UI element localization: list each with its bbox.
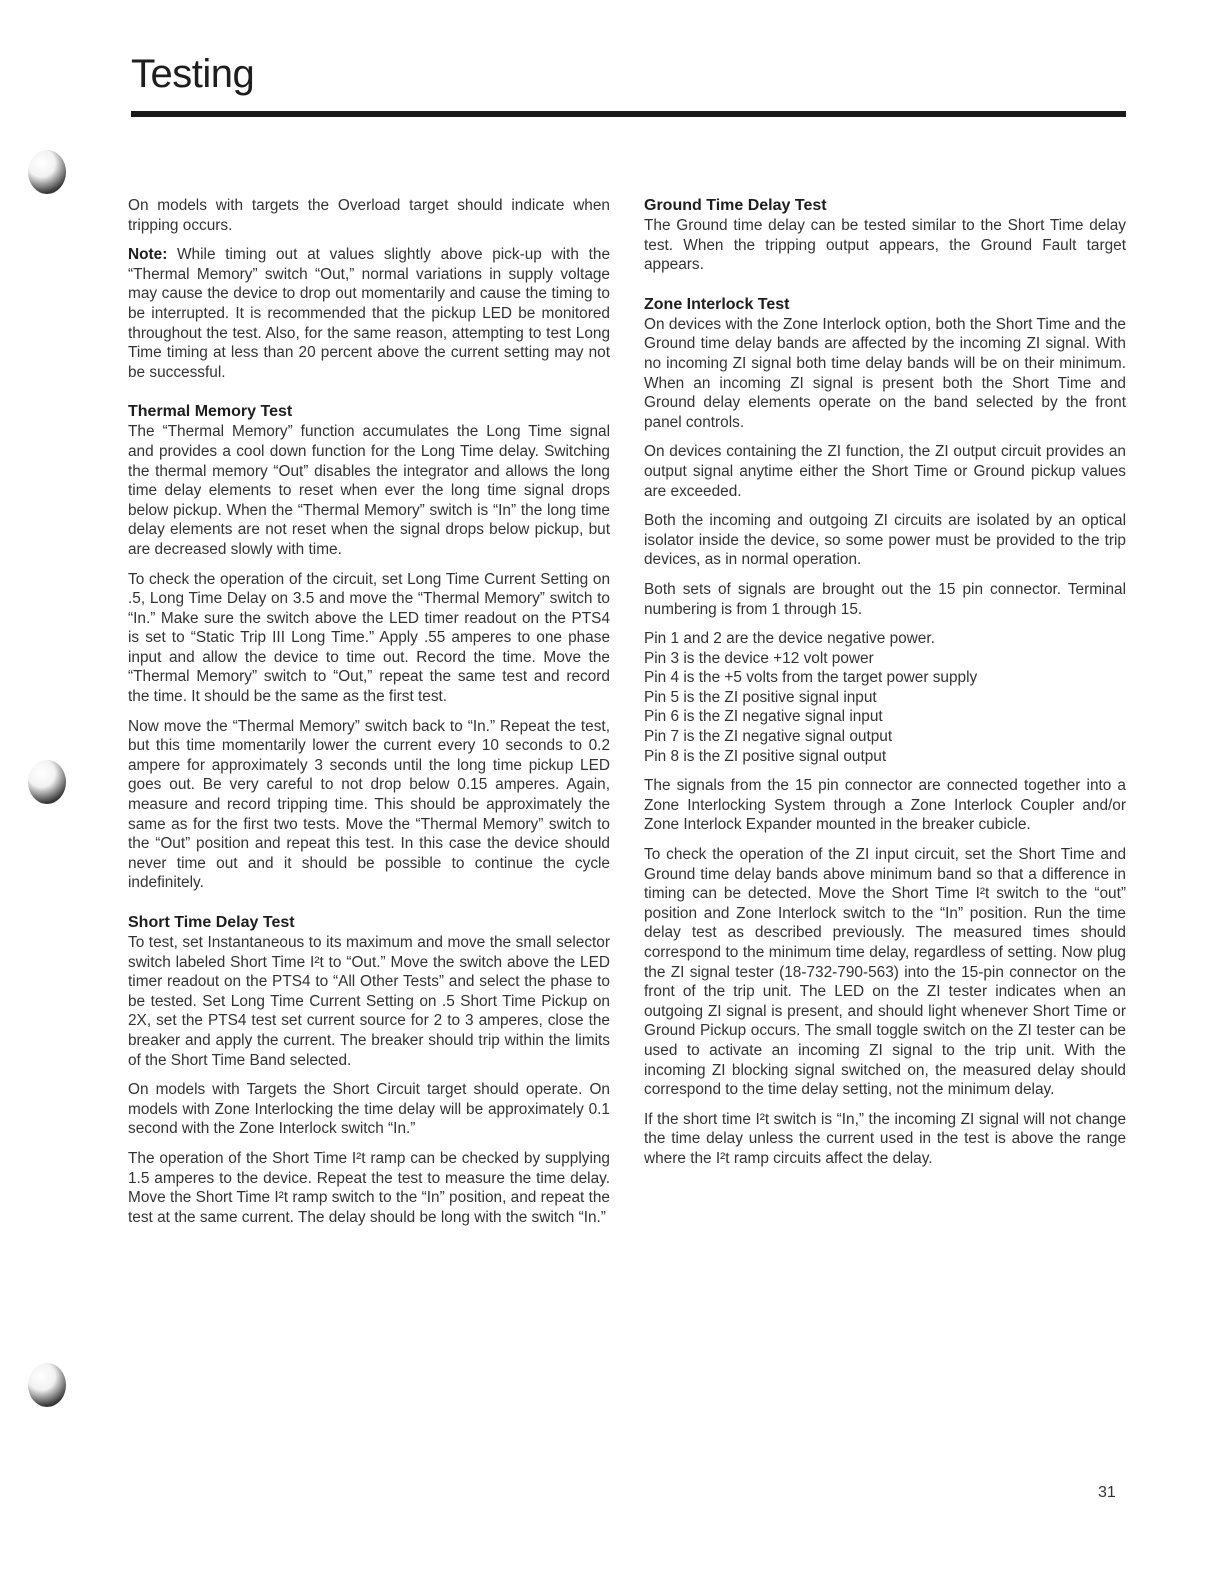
pin-item: Pin 6 is the ZI negative signal input [644,708,883,726]
ground-time-section [644,196,1126,275]
right-column [644,196,1126,1179]
note-paragraph [128,245,610,382]
zone-interlock-paragraph-4: Both sets of signals are brought out the 15 pin connector. Terminal numbering is from 1 through 15. [644,580,1126,618]
ground-time-paragraph: The Ground time delay can be tested similar to the Short Time delay test. When the tripping output appears, the Ground Fault target appears. [644,217,1126,274]
zone-interlock-paragraph-7: If the short time I²t switch is “In,” the incoming ZI signal will not change the time delay unless the current used in the test is above the range where the I²t ramp circuits affect the delay. [644,1110,1126,1167]
short-time-heading: Short Time Delay Test [128,914,295,931]
zone-interlock-paragraph-3: Both the incoming and outgoing ZI circuits are isolated by an optical isolator inside the device, so some power must be provided to the trip devices, as in normal operation. [644,512,1126,569]
short-time-paragraph-1: To test, set Instantaneous to its maximum and move the small selector switch labeled Short Time I²t to “Out.” Move the switch above the LED timer readout on the PTS4 to “All Other Tests” and select the phase to be tested. Set Long Time Current Setting on .5 Short Time Pickup on 2X, set the PTS4 test set current source for 2 to 3 amperes, close the breaker and apply the current. The breaker should trip within the limits of the Short Time Band selected. [128,934,610,1069]
zone-interlock-section [644,295,1126,1169]
pin-item: Pin 7 is the ZI negative signal output [644,728,893,746]
thermal-memory-paragraph-2: To check the operation of the circuit, set Long Time Current Setting on .5, Long Time Delay on 3.5 and move the “Thermal Memory” switch to “In.” Make sure the switch above the LED timer readout on the PTS4 is set to “Static Trip III Long Time.” Apply .55 amperes to one phase input and allow the device to time out. Record the time. Move the “Thermal Memory” switch to “Out,” repeat the same test and record the time. It should be the same as the first test. [128,570,610,706]
pin-list [644,629,1126,766]
binder-hole-bottom [28,1363,66,1407]
overload-target-paragraph: On models with targets the Overload target should indicate when tripping occurs. [128,197,610,234]
zone-interlock-heading: Zone Interlock Test [644,295,790,313]
pin-item: Pin 8 is the ZI positive signal output [644,747,887,765]
short-time-paragraph-2: On models with Targets the Short Circuit target should operate. On models with Zone Interlocking the time delay will be approximately 0.1 second with the Zone Interlock switch “In.” [128,1081,610,1138]
left-column [128,196,610,1237]
ground-time-heading: Ground Time Delay Test [644,197,827,214]
thermal-memory-heading: Thermal Memory Test [128,403,293,421]
title-rule [131,111,1126,117]
thermal-memory-paragraph-1: The “Thermal Memory” function accumulates the Long Time signal and provides a cool down function for the Long Time delay. Switching the thermal memory “Out” disables the integrator and allows the long time delay elements to reset when ever the long time signal drops below pickup. When the “Thermal Memory” switch is “In” the long time delay elements are not reset when the signal drops below pickup, but are decreased slowly with time. [128,423,610,558]
zone-interlock-paragraph-1: On devices with the Zone Interlock option, both the Short Time and the Ground time delay bands are affected by the incoming ZI signal. With no incoming ZI signal both time delay bands will be on their minimum. When an incoming ZI signal is present both the Short Time and Ground delay elements operate on the band selected by the front panel controls. [644,315,1126,431]
binder-hole-middle [28,760,66,804]
page-title: Testing [131,52,255,96]
zone-interlock-paragraph-6: To check the operation of the ZI input circuit, set the Short Time and Ground time delay bands above minimum band so that a difference in timing can be detected. Move the Short Time I²t switch to the “out” position and Zone Interlock switch to the “In” position. Run the time delay test as described previously. The measured times should correspond to the minimum time delay, regardless of setting. Now plug the ZI signal tester (18-732-790-563) into the 15-pin connector on the front of the trip unit. The LED on the ZI tester indicates when an outgoing ZI signal is present, and should light whenever Short Time or Ground Pickup occurs. The small toggle switch on the ZI tester can be used to activate an incoming ZI signal to the trip unit. With the incoming ZI blocking signal switched on, the measured delay should correspond to the time delay setting, not the minimum delay. [644,846,1126,1099]
zone-interlock-paragraph-2: On devices containing the ZI function, the ZI output circuit provides an output signal anytime either the Short Time or Ground pickup values are exceeded. [644,443,1126,500]
short-time-section [128,913,610,1227]
pin-item: Pin 1 and 2 are the device negative power. [644,630,935,648]
thermal-memory-paragraph-3: Now move the “Thermal Memory” switch back to “In.” Repeat the test, but this time momentarily lower the current every 10 seconds to 0.2 ampere for approximately 3 seconds until the long time pickup LED goes out. Be very careful to not drop below 0.15 amperes. Again, measure and record tripping time. This should be approximately the same as for the first two tests. Move the “Thermal Memory” switch to the “Out” position and repeat this test. In this case the device should never time out and it should be possible to continue the cycle indefinitely. [128,717,610,892]
page-number: 31 [1098,1484,1116,1501]
binder-hole-top [28,150,66,194]
note-label: Note: [128,246,168,264]
note-text: While timing out at values slightly above pick-up with the “Thermal Memory” switch “Out,” normal variations in supply voltage may cause the device to drop out momentarily and cause the timing to be interrupted. It is recommended that the pickup LED be monitored throughout the test. Also, for the same reason, attempting to test Long Time timing at less than 20 percent above the current setting may not be successful. [128,246,610,381]
zone-interlock-paragraph-5: The signals from the 15 pin connector are connected together into a Zone Interlocking System through a Zone Interlock Coupler and/or Zone Interlock Expander mounted in the breaker cubicle. [644,777,1126,834]
pin-item: Pin 4 is the +5 volts from the target power supply [644,669,978,687]
pin-item: Pin 3 is the device +12 volt power [644,649,874,667]
thermal-memory-section [128,402,610,893]
short-time-paragraph-3: The operation of the Short Time I²t ramp can be checked by supplying 1.5 amperes to the device. Repeat the test to measure the time delay. Move the Short Time I²t ramp switch to the “In” position, and repeat the test at the same current. The delay should be long with the switch “In.” [128,1149,610,1226]
pin-item: Pin 5 is the ZI positive signal input [644,688,877,706]
